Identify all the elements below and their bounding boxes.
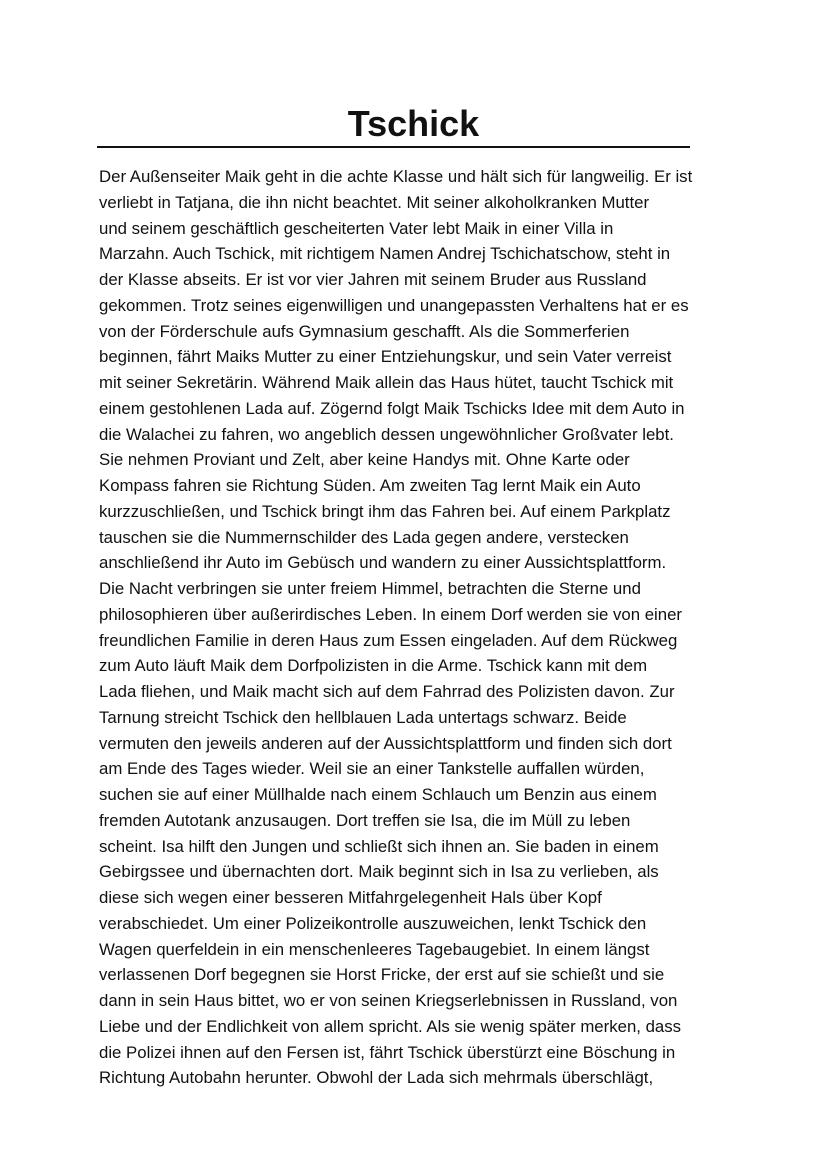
text-line: mit seiner Sekretärin. Während Maik allein das Haus hütet, taucht Tschick mit <box>99 373 674 392</box>
text-line: suchen sie auf einer Müllhalde nach einem Schlauch um Benzin aus einem <box>99 785 657 804</box>
text-line: Tarnung streicht Tschick den hellblauen Lada untertags schwarz. Beide <box>99 707 627 727</box>
text-line: Lada fliehen, und Maik macht sich auf dem Fahrrad des Polizisten davon. Zur <box>99 682 675 701</box>
text-line: scheint. Isa hilft den Jungen und schließt sich ihnen an. Sie baden in einem <box>99 836 659 856</box>
text-line: Der Außenseiter Maik geht in die achte Klasse und hält sich für langweilig. Er ist <box>99 167 693 186</box>
text-line: Liebe und der Endlichkeit von allem spricht. Als sie wenig später merken, dass <box>99 1016 682 1036</box>
text-line: Sie nehmen Proviant und Zelt, aber keine Handys mit. Ohne Karte oder <box>99 450 630 470</box>
text-line: Marzahn. Auch Tschick, mit richtigem Namen Andrej Tschichatschow, steht in <box>99 244 671 264</box>
text-line: zum Auto läuft Maik dem Dorfpolizisten in die Arme. Tschick kann mit dem <box>99 656 648 676</box>
text-line: am Ende des Tages wieder. Weil sie an einer Tankstelle auffallen würden, <box>99 759 645 779</box>
text-line: und seinem geschäftlich gescheiterten Vater lebt Maik in einer Villa in <box>99 218 614 238</box>
text-line: von der Förderschule aufs Gymnasium geschafft. Als die Sommerferien <box>99 321 630 341</box>
text-line: Die Nacht verbringen sie unter freiem Himmel, betrachten die Sterne und <box>99 579 641 598</box>
text-line: gekommen. Trotz seines eigenwilligen und unangepassten Verhaltens hat er es <box>99 295 689 315</box>
text-line: Kompass fahren sie Richtung Süden. Am zweiten Tag lernt Maik ein Auto <box>99 476 641 495</box>
text-line: einem gestohlenen Lada auf. Zögernd folgt Maik Tschicks Idee mit dem Auto in <box>99 398 685 418</box>
text-line: Gebirgssee und übernachten dort. Maik beginnt sich in Isa zu verlieben, als <box>99 862 659 882</box>
text-line: diese sich wegen einer besseren Mitfahrgelegenheit Hals über Kopf <box>99 888 602 907</box>
text-line: freundlichen Familie in deren Haus zum Essen eingeladen. Auf dem Rückweg <box>99 630 678 650</box>
text-line: fremden Autotank anzusaugen. Dort treffen sie Isa, die im Müll zu leben <box>99 810 631 830</box>
title-block <box>97 102 690 148</box>
text-line: verabschiedet. Um einer Polizeikontrolle auszuweichen, lenkt Tschick den <box>99 913 647 933</box>
body-text <box>99 164 739 1091</box>
text-line: vermuten den jeweils anderen auf der Aussichtsplattform und finden sich dort <box>99 733 672 753</box>
text-line: verliebt in Tatjana, die ihn nicht beachtet. Mit seiner alkoholkranken Mutter <box>99 192 650 212</box>
text-line: philosophieren über außerirdisches Leben. In einem Dorf werden sie von einer <box>99 604 683 624</box>
text-line: Richtung Autobahn herunter. Obwohl der Lada sich mehrmals überschlägt, <box>99 1068 654 1088</box>
text-line: die Polizei ihnen auf den Fersen ist, fährt Tschick überstürzt eine Böschung in <box>99 1042 676 1062</box>
text-line: die Walachei zu fahren, wo angeblich dessen ungewöhnlicher Großvater lebt. <box>99 424 674 444</box>
text-line: tauschen sie die Nummernschilder des Lada gegen andere, verstecken <box>99 527 629 547</box>
text-line: der Klasse abseits. Er ist vor vier Jahren mit seinem Bruder aus Russland <box>99 270 647 289</box>
text-line: kurzzuschließen, und Tschick bringt ihm das Fahren bei. Auf einem Parkplatz <box>99 501 671 521</box>
text-line: dann in sein Haus bittet, wo er von seinen Kriegserlebnissen in Russland, von <box>99 991 678 1010</box>
text-line: verlassenen Dorf begegnen sie Horst Fricke, der erst auf sie schießt und sie <box>99 965 665 985</box>
text-line: Wagen querfeldein in ein menschenleeres Tagebaugebiet. In einem längst <box>99 939 650 959</box>
page-title: Tschick <box>347 103 480 144</box>
text-line: beginnen, fährt Maiks Mutter zu einer Entziehungskur, und sein Vater verreist <box>99 347 672 367</box>
text-line: anschließend ihr Auto im Gebüsch und wandern zu einer Aussichtsplattform. <box>99 553 667 573</box>
